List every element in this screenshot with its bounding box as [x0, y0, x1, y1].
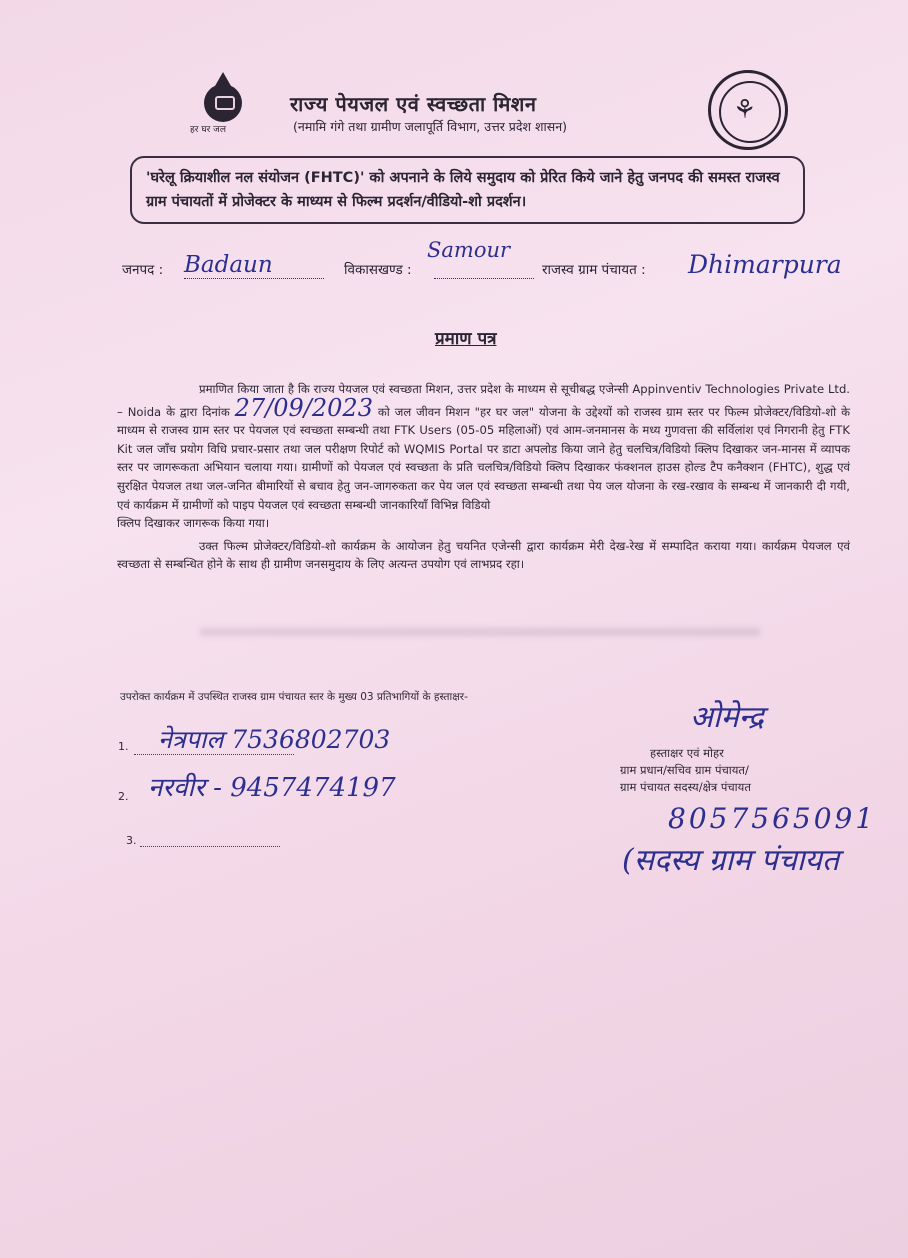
har-ghar-jal-logo: [190, 84, 260, 135]
handwritten-phone: 8057565091: [668, 802, 877, 835]
signature-caption: हस्ताक्षर एवं मोहर: [650, 746, 724, 760]
certificate-paragraph-2: उक्त फिल्म प्रोजेक्टर/विडियो-शो कार्यक्रम के आयोजन हेतु चयनित एजेन्सी द्वारा कार्यक्रम मेरी देख-रेख में सम्पादित कराया गया। कार्यक्रम पेयजल एवं स्वच्छता से सम्बन्धित होने के साथ ही ग्रामीण जनसमुदाय के लिए अत्यन्त उपयोग एवं लाभप्रद रहा।: [117, 538, 850, 572]
panchayat-label: राजस्व ग्राम पंचायत :: [542, 262, 646, 278]
panchayat-value: Dhimarpura: [688, 250, 842, 279]
block-underline: [434, 278, 534, 279]
handwritten-signature: ओमेन्द्र: [690, 700, 764, 735]
block-label: विकासखण्ड :: [344, 262, 412, 278]
program-banner: 'घरेलू क्रियाशील नल संयोजन (FHTC)' को अपनाने के लिये समुदाय को प्रेरित किये जाने हेतु जनपद की समस्त राजस्व ग्राम पंचायतों में प्रोजेक्टर के माध्यम से फिल्म प्रदर्शन/वीडियो-शो प्रदर्शन।: [130, 156, 805, 224]
signature-block: [620, 745, 751, 796]
district-underline: [184, 278, 324, 279]
logo-caption: हर घर जल: [190, 125, 226, 135]
participant-signature: नरवीर - 9457474197: [148, 773, 396, 803]
participant-number: 1.: [118, 740, 129, 753]
org-title: राज्य पेयजल एवं स्वच्छता मिशन: [290, 92, 537, 116]
participant-number: 3.: [126, 834, 137, 847]
handwritten-designation: (सदस्य ग्राम पंचायत: [622, 843, 840, 878]
location-fields: [122, 238, 862, 300]
paragraph-1-part-c: क्लिप दिखाकर जागरूक किया गया।: [117, 516, 270, 531]
paper-fold-shadow: [200, 628, 760, 636]
participants-label: उपरोक्त कार्यक्रम में उपस्थित राजस्व ग्राम पंचायत स्तर के मुख्य 03 प्रतिभागियों के हस्ताक्षर-: [120, 691, 468, 703]
participant-signature: नेत्रपाल 7536802703: [158, 725, 391, 754]
certificate-paragraph-1: [117, 380, 850, 514]
org-subtitle: (नमामि गंगे तथा ग्रामीण जलापूर्ति विभाग, उत्तर प्रदेश शासन): [293, 119, 568, 134]
block-value: Samour: [427, 238, 511, 262]
water-drop-icon: [204, 84, 242, 122]
signature-role-line-2: ग्राम पंचायत सदस्य/क्षेत्र पंचायत: [620, 780, 751, 794]
participant-number: 2.: [118, 790, 129, 803]
paragraph-1-part-b: को जल जीवन मिशन "हर घर जल" योजना के उद्देश्यों को राजस्व ग्राम स्तर पर फिल्म प्रोजेक्टर/विडियो-शो के माध्यम से राजस्व ग्राम स्तर पर पेयजल एवं स्वच्छता सम्बन्धी तथा FTK Users (05-05 महिलाओं) एवं आम-जनमानस के मध्य गुणवत्ता की सर्विलांश एवं निगरानी हेतु FTK Kit जल जाँच प्रयोग विधि प्रचार-प्रसार तथा जल परीक्षण रिपोर्ट को WQMIS Portal पर डाटा अपलोड किया जाने हेतु चलचित्र/विडियो क्लिप दिखाकर जन-मानस में व्यापक स्तर पर जागरूकता अभियान चलाया गया। ग्रामीणों को पेयजल एवं स्वच्छता के प्रति चलचित्र/विडियो क्लिप दिखाकर फंक्शनल हाउस होल्ड टैप कनैक्शन (FHTC), शुद्ध एवं सुरक्षित पेयजल तथा जल-जनित बीमारियों से बचाव हेतु जन-जागरुकता कर पेय जल एवं स्वच्छता सम्बन्धी तथा पेय जल योजना के रख-रखाव के सम्बन्ध में जानकारी दी गयी, एवं कार्यक्रम में ग्रामीणों को पाइप पेयजल एवं स्वच्छता सम्बन्धी जानकारियाँ विभिन्न विडियो: [117, 404, 850, 512]
district-value: Badaun: [184, 252, 273, 278]
handwritten-date: 27/09/2023: [234, 393, 373, 422]
certificate-body: [117, 380, 850, 574]
district-label: जनपद :: [122, 262, 164, 278]
signature-line: [140, 846, 280, 847]
signature-role-line-1: ग्राम प्रधान/सचिव ग्राम पंचायत/: [620, 763, 749, 777]
up-government-seal-icon: ⚘: [708, 70, 788, 150]
certificate-title: प्रमाण पत्र: [435, 329, 497, 349]
paragraph-1-part-a: प्रमाणित किया जाता है कि राज्य पेयजल एवं स्वच्छता मिशन, उत्तर प्रदेश के माध्यम से सूचीबद्ध एजेन्सी Appinventiv Technologies Private Ltd. – Noida के द्वारा दिनांक: [117, 382, 850, 419]
participants-list: [118, 712, 638, 852]
